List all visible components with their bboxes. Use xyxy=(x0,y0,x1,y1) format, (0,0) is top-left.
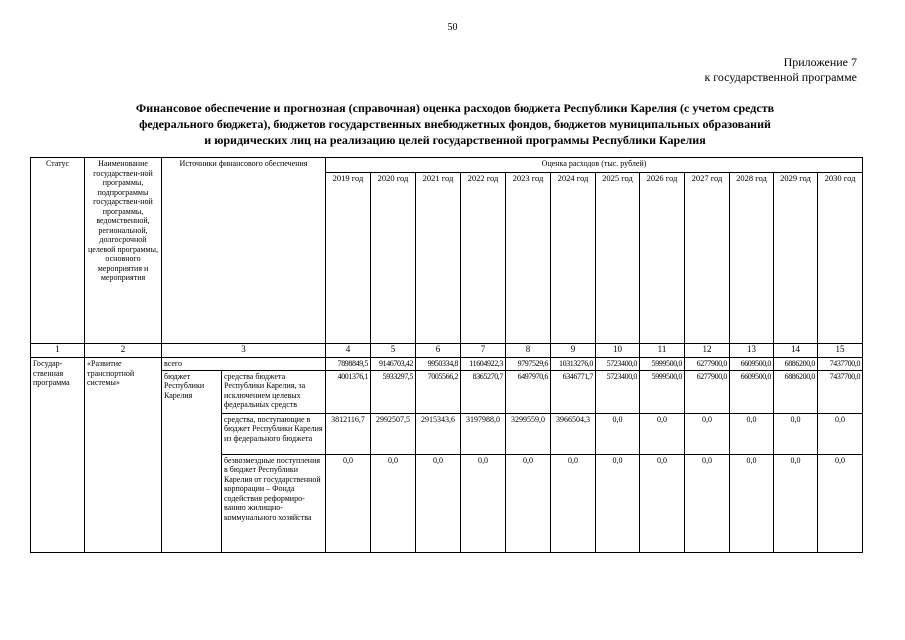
source-label: безвозмездные поступления в бюджет Республики Карелия от государственной корпорации – Фонда содействия реформиро-ванию жилищно-коммунального хозяйства xyxy=(222,454,326,552)
year-header: 2019 год xyxy=(326,173,371,344)
column-number: 1 xyxy=(31,344,85,358)
table-row xyxy=(31,358,863,371)
year-header: 2030 год xyxy=(818,173,863,344)
column-number: 3 xyxy=(162,344,326,358)
status-cell: Государ-ственная программа xyxy=(31,358,85,553)
value-cell: 0,0 xyxy=(685,413,730,454)
document-title xyxy=(80,100,830,148)
value-cell: 6886200,0 xyxy=(774,370,818,413)
value-cell: 3812116,7 xyxy=(326,413,371,454)
value-cell: 5723400,0 xyxy=(596,358,640,371)
value-cell: 7437700,0 xyxy=(818,370,863,413)
year-header: 2020 год xyxy=(371,173,416,344)
column-number: 12 xyxy=(685,344,730,358)
column-number: 8 xyxy=(506,344,551,358)
value-cell: 0,0 xyxy=(596,454,640,552)
value-cell: 2915343,6 xyxy=(416,413,461,454)
value-cell: 7005566,2 xyxy=(416,370,461,413)
header-status: Статус xyxy=(31,158,85,344)
value-cell: 0,0 xyxy=(371,454,416,552)
value-cell: 0,0 xyxy=(596,413,640,454)
column-number: 5 xyxy=(371,344,416,358)
year-header: 2027 год xyxy=(685,173,730,344)
column-number: 7 xyxy=(461,344,506,358)
value-cell: 0,0 xyxy=(461,454,506,552)
value-cell: 4001376,1 xyxy=(326,370,371,413)
value-cell: 9146703,42 xyxy=(371,358,416,371)
title-line-3: и юридических лиц на реализацию целей государственной программы Республики Карелия xyxy=(204,133,706,147)
value-cell: 2992507,5 xyxy=(371,413,416,454)
value-cell: 0,0 xyxy=(774,454,818,552)
year-header: 2024 год xyxy=(551,173,596,344)
year-header: 2028 год xyxy=(730,173,774,344)
value-cell: 10313276,0 xyxy=(551,358,596,371)
column-number: 9 xyxy=(551,344,596,358)
source-label: средства, поступающие в бюджет Республики Карелия из федерального бюджета xyxy=(222,413,326,454)
value-cell: 0,0 xyxy=(730,413,774,454)
header-sources: Источники финансового обеспечения xyxy=(162,158,326,344)
value-cell: 0,0 xyxy=(818,413,863,454)
column-number: 13 xyxy=(730,344,774,358)
column-number: 10 xyxy=(596,344,640,358)
value-cell: 0,0 xyxy=(551,454,596,552)
column-number: 11 xyxy=(640,344,685,358)
value-cell: 11604922,3 xyxy=(461,358,506,371)
appendix-line-2: к государственной программе xyxy=(704,70,857,84)
value-cell: 5999500,0 xyxy=(640,358,685,371)
value-cell: 3966504,3 xyxy=(551,413,596,454)
value-cell: 3197988,0 xyxy=(461,413,506,454)
value-cell: 6609500,0 xyxy=(730,370,774,413)
column-number: 14 xyxy=(774,344,818,358)
appendix-line-1: Приложение 7 xyxy=(783,55,857,69)
value-cell: 6886200,0 xyxy=(774,358,818,371)
value-cell: 0,0 xyxy=(640,413,685,454)
value-cell: 0,0 xyxy=(774,413,818,454)
value-cell: 3299559,0 xyxy=(506,413,551,454)
column-number-row xyxy=(31,344,863,358)
value-cell: 9950334,8 xyxy=(416,358,461,371)
year-header: 2025 год xyxy=(596,173,640,344)
value-cell: 0,0 xyxy=(326,454,371,552)
value-cell: 6277900,0 xyxy=(685,358,730,371)
value-cell: 9797529,6 xyxy=(506,358,551,371)
column-number: 6 xyxy=(416,344,461,358)
appendix-reference xyxy=(704,55,857,85)
value-cell: 0,0 xyxy=(506,454,551,552)
value-cell: 5723400,0 xyxy=(596,370,640,413)
value-cell: 0,0 xyxy=(416,454,461,552)
value-cell: 5999500,0 xyxy=(640,370,685,413)
source-total-label: всего xyxy=(162,358,326,371)
column-number: 4 xyxy=(326,344,371,358)
value-cell: 6497970,6 xyxy=(506,370,551,413)
value-cell: 0,0 xyxy=(730,454,774,552)
page-number: 50 xyxy=(447,22,458,33)
header-estimate: Оценка расходов (тыс. рублей) xyxy=(326,158,863,173)
year-header: 2026 год xyxy=(640,173,685,344)
year-header: 2023 год xyxy=(506,173,551,344)
value-cell: 0,0 xyxy=(818,454,863,552)
program-name-cell: «Развитие транспортной системы» xyxy=(85,358,162,553)
finance-table xyxy=(30,157,863,553)
value-cell: 6277900,0 xyxy=(685,370,730,413)
value-cell: 6346771,7 xyxy=(551,370,596,413)
budget-group-cell: бюджет Республики Карелия xyxy=(162,370,222,552)
value-cell: 5933297,5 xyxy=(371,370,416,413)
source-label: средства бюджета Республики Карелия, за исключением целевых федеральных средств xyxy=(222,370,326,413)
value-cell: 6609500,0 xyxy=(730,358,774,371)
title-line-1: Финансовое обеспечение и прогнозная (справочная) оценка расходов бюджета Республики Карелия (с учетом средств xyxy=(135,101,775,115)
column-number: 15 xyxy=(818,344,863,358)
title-line-2: федерального бюджета), бюджетов государственных внебюджетных фондов, бюджетов муниципальных образований xyxy=(139,117,771,131)
year-header: 2022 год xyxy=(461,173,506,344)
value-cell: 0,0 xyxy=(640,454,685,552)
column-number: 2 xyxy=(85,344,162,358)
value-cell: 8365270,7 xyxy=(461,370,506,413)
year-header: 2029 год xyxy=(774,173,818,344)
value-cell: 0,0 xyxy=(685,454,730,552)
header-name: Наименование государствен-ной программы, подпрограммы государствен-ной программы, ведомственной, региональной, долгосрочной целевой программы, основного мероприятия и мероприятия xyxy=(85,158,162,344)
year-header: 2021 год xyxy=(416,173,461,344)
value-cell: 7898849,5 xyxy=(326,358,371,371)
value-cell: 7437700,0 xyxy=(818,358,863,371)
